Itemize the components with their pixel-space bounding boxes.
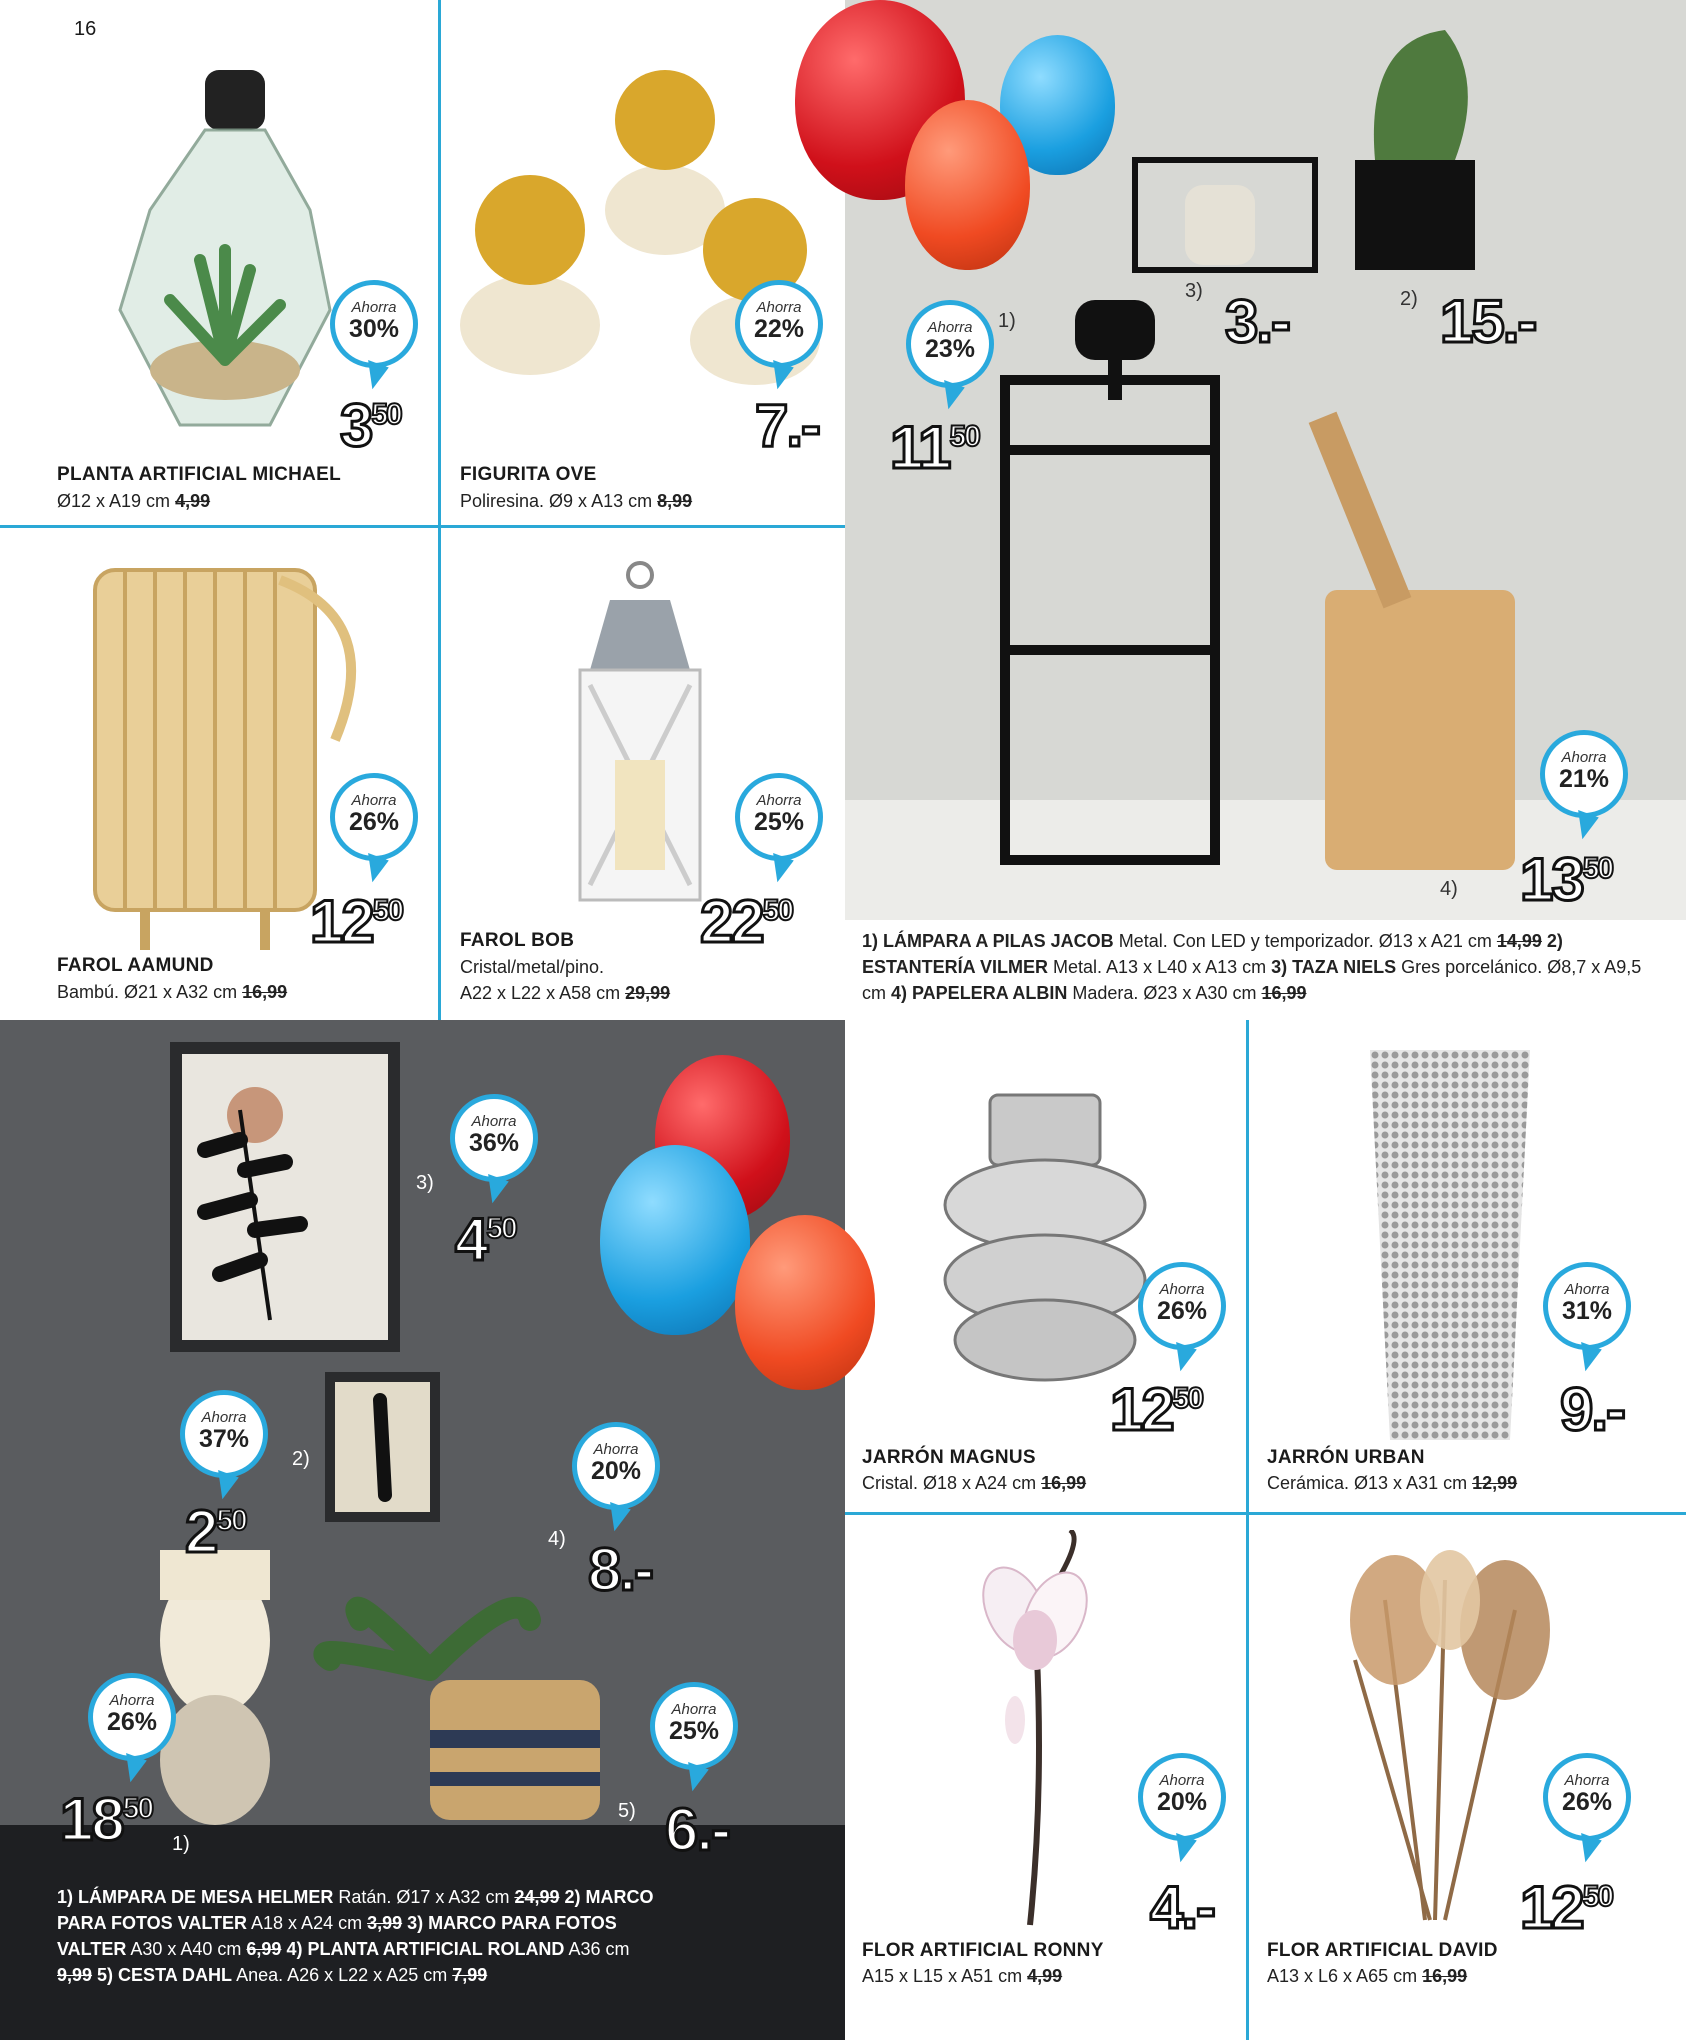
item-number: 2) — [292, 1448, 310, 1470]
price: 9.- — [1560, 1376, 1625, 1443]
item-number: 4) — [1440, 878, 1458, 900]
price: $12^{50}$ — [310, 888, 403, 955]
price: 15.- — [1440, 288, 1536, 355]
price: $3^{50}$ — [340, 392, 401, 459]
savings-badge: Ahorra 26% — [88, 1673, 176, 1761]
savings-badge: Ahorra 20% — [572, 1422, 660, 1510]
item-number: 1) — [998, 310, 1016, 332]
product-title: PLANTA ARTIFICIAL MICHAEL — [57, 464, 342, 485]
savings-badge: Ahorra 31% — [1543, 1262, 1631, 1350]
dried-flowers-image — [1325, 1540, 1565, 1930]
price: $13^{50}$ — [1520, 846, 1613, 913]
price: 8.- — [588, 1536, 653, 1603]
terrarium-bulb-image — [110, 70, 340, 440]
price: $12^{50}$ — [1520, 1874, 1613, 1941]
product-desc: Bambú. Ø21 x A32 cm 16,99 — [57, 982, 288, 1002]
divider — [845, 1512, 1686, 1515]
product-desc: Ø12 x A19 cm 4,99 — [57, 491, 211, 511]
savings-badge: Ahorra 21% — [1540, 730, 1628, 818]
product-title: JARRÓN MAGNUS — [862, 1447, 1036, 1468]
item-number: 3) — [1185, 280, 1203, 302]
price: $11^{50}$ — [890, 414, 979, 481]
balloon-orange — [905, 100, 1030, 270]
silver-vase-image — [1360, 1040, 1540, 1450]
savings-badge: Ahorra 30% — [330, 280, 418, 368]
savings-badge: Ahorra 26% — [1543, 1753, 1631, 1841]
product-title: FIGURITA OVE — [460, 464, 597, 485]
savings-badge: Ahorra 37% — [180, 1390, 268, 1478]
product-desc: Cristal. Ø18 x A24 cm 16,99 — [862, 1473, 1087, 1493]
chrome-vase-image — [935, 1090, 1155, 1390]
product-title: JARRÓN URBAN — [1267, 1447, 1425, 1468]
product-title: FLOR ARTIFICIAL DAVID — [1267, 1940, 1498, 1961]
divider — [0, 525, 845, 528]
product-desc: Poliresina. Ø9 x A13 cm 8,99 — [460, 491, 693, 511]
savings-badge: Ahorra 26% — [330, 773, 418, 861]
price: 6.- — [665, 1796, 730, 1863]
divider — [438, 0, 441, 1020]
white-lantern-image — [555, 560, 725, 910]
divider — [1246, 1020, 1249, 2040]
savings-badge: Ahorra 25% — [650, 1682, 738, 1770]
savings-badge: Ahorra 25% — [735, 773, 823, 861]
item-number: 5) — [618, 1800, 636, 1822]
savings-badge: Ahorra 26% — [1138, 1262, 1226, 1350]
product-desc: A15 x L15 x A51 cm 4,99 — [862, 1966, 1063, 1986]
balloon-orange-2 — [735, 1215, 875, 1390]
savings-badge: Ahorra 23% — [906, 300, 994, 388]
savings-badge: Ahorra 20% — [1138, 1753, 1226, 1841]
product-desc: A13 x L6 x A65 cm 16,99 — [1267, 1966, 1468, 1986]
page-number: 16 — [74, 18, 97, 40]
price: 7.- — [755, 392, 820, 459]
item-number: 4) — [548, 1528, 566, 1550]
item-number: 1) — [172, 1833, 190, 1855]
balloon-blue-2 — [600, 1145, 750, 1335]
price: $12^{50}$ — [1110, 1376, 1203, 1443]
product-title: FLOR ARTIFICIAL RONNY — [862, 1940, 1104, 1961]
price: 4.- — [1150, 1874, 1215, 1941]
item-number: 2) — [1400, 288, 1418, 310]
product-desc: Cristal/metal/pino. A22 x L22 x A58 cm 29,99 — [460, 957, 671, 1003]
item-number: 3) — [416, 1172, 434, 1194]
price: $4^{50}$ — [455, 1206, 516, 1273]
product-desc: Cerámica. Ø13 x A31 cm 12,99 — [1267, 1473, 1518, 1493]
scene2-caption: 1) LÁMPARA DE MESA HELMER Ratán. Ø17 x A32 cm 24,99 2) MARCO PARA FOTOS VALTER A18 x A24 cm 3,99 3) MARCO PARA FOTOS VALTER A30 x A40 cm 6,99 4) PLANTA ARTIFICIAL ROLAND A36 cm 9,99 5) CESTA DAHL Anea. A26 x L22 x A25 cm 7,99 — [57, 1887, 654, 1985]
price: $22^{50}$ — [700, 888, 793, 955]
savings-badge: Ahorra 36% — [450, 1094, 538, 1182]
price: 3.- — [1225, 288, 1290, 355]
savings-badge: Ahorra 22% — [735, 280, 823, 368]
product-title: FAROL AAMUND — [57, 955, 214, 976]
scene1-caption: 1) LÁMPARA A PILAS JACOB Metal. Con LED y temporizador. Ø13 x A21 cm 14,99 2) ESTANTERÍA VILMER Metal. A13 x L40 x A13 cm 3) TAZA NIELS Gres porcelánico. Ø8,7 x A9,5 cm 4) PAPELERA ALBIN Madera. Ø23 x A30 cm 16,99 — [862, 931, 1642, 1003]
product-title: FAROL BOB — [460, 930, 575, 951]
magnolia-flower-image — [975, 1530, 1125, 1930]
price: $18^{50}$ — [60, 1786, 153, 1853]
price: $2^{50}$ — [185, 1498, 246, 1565]
